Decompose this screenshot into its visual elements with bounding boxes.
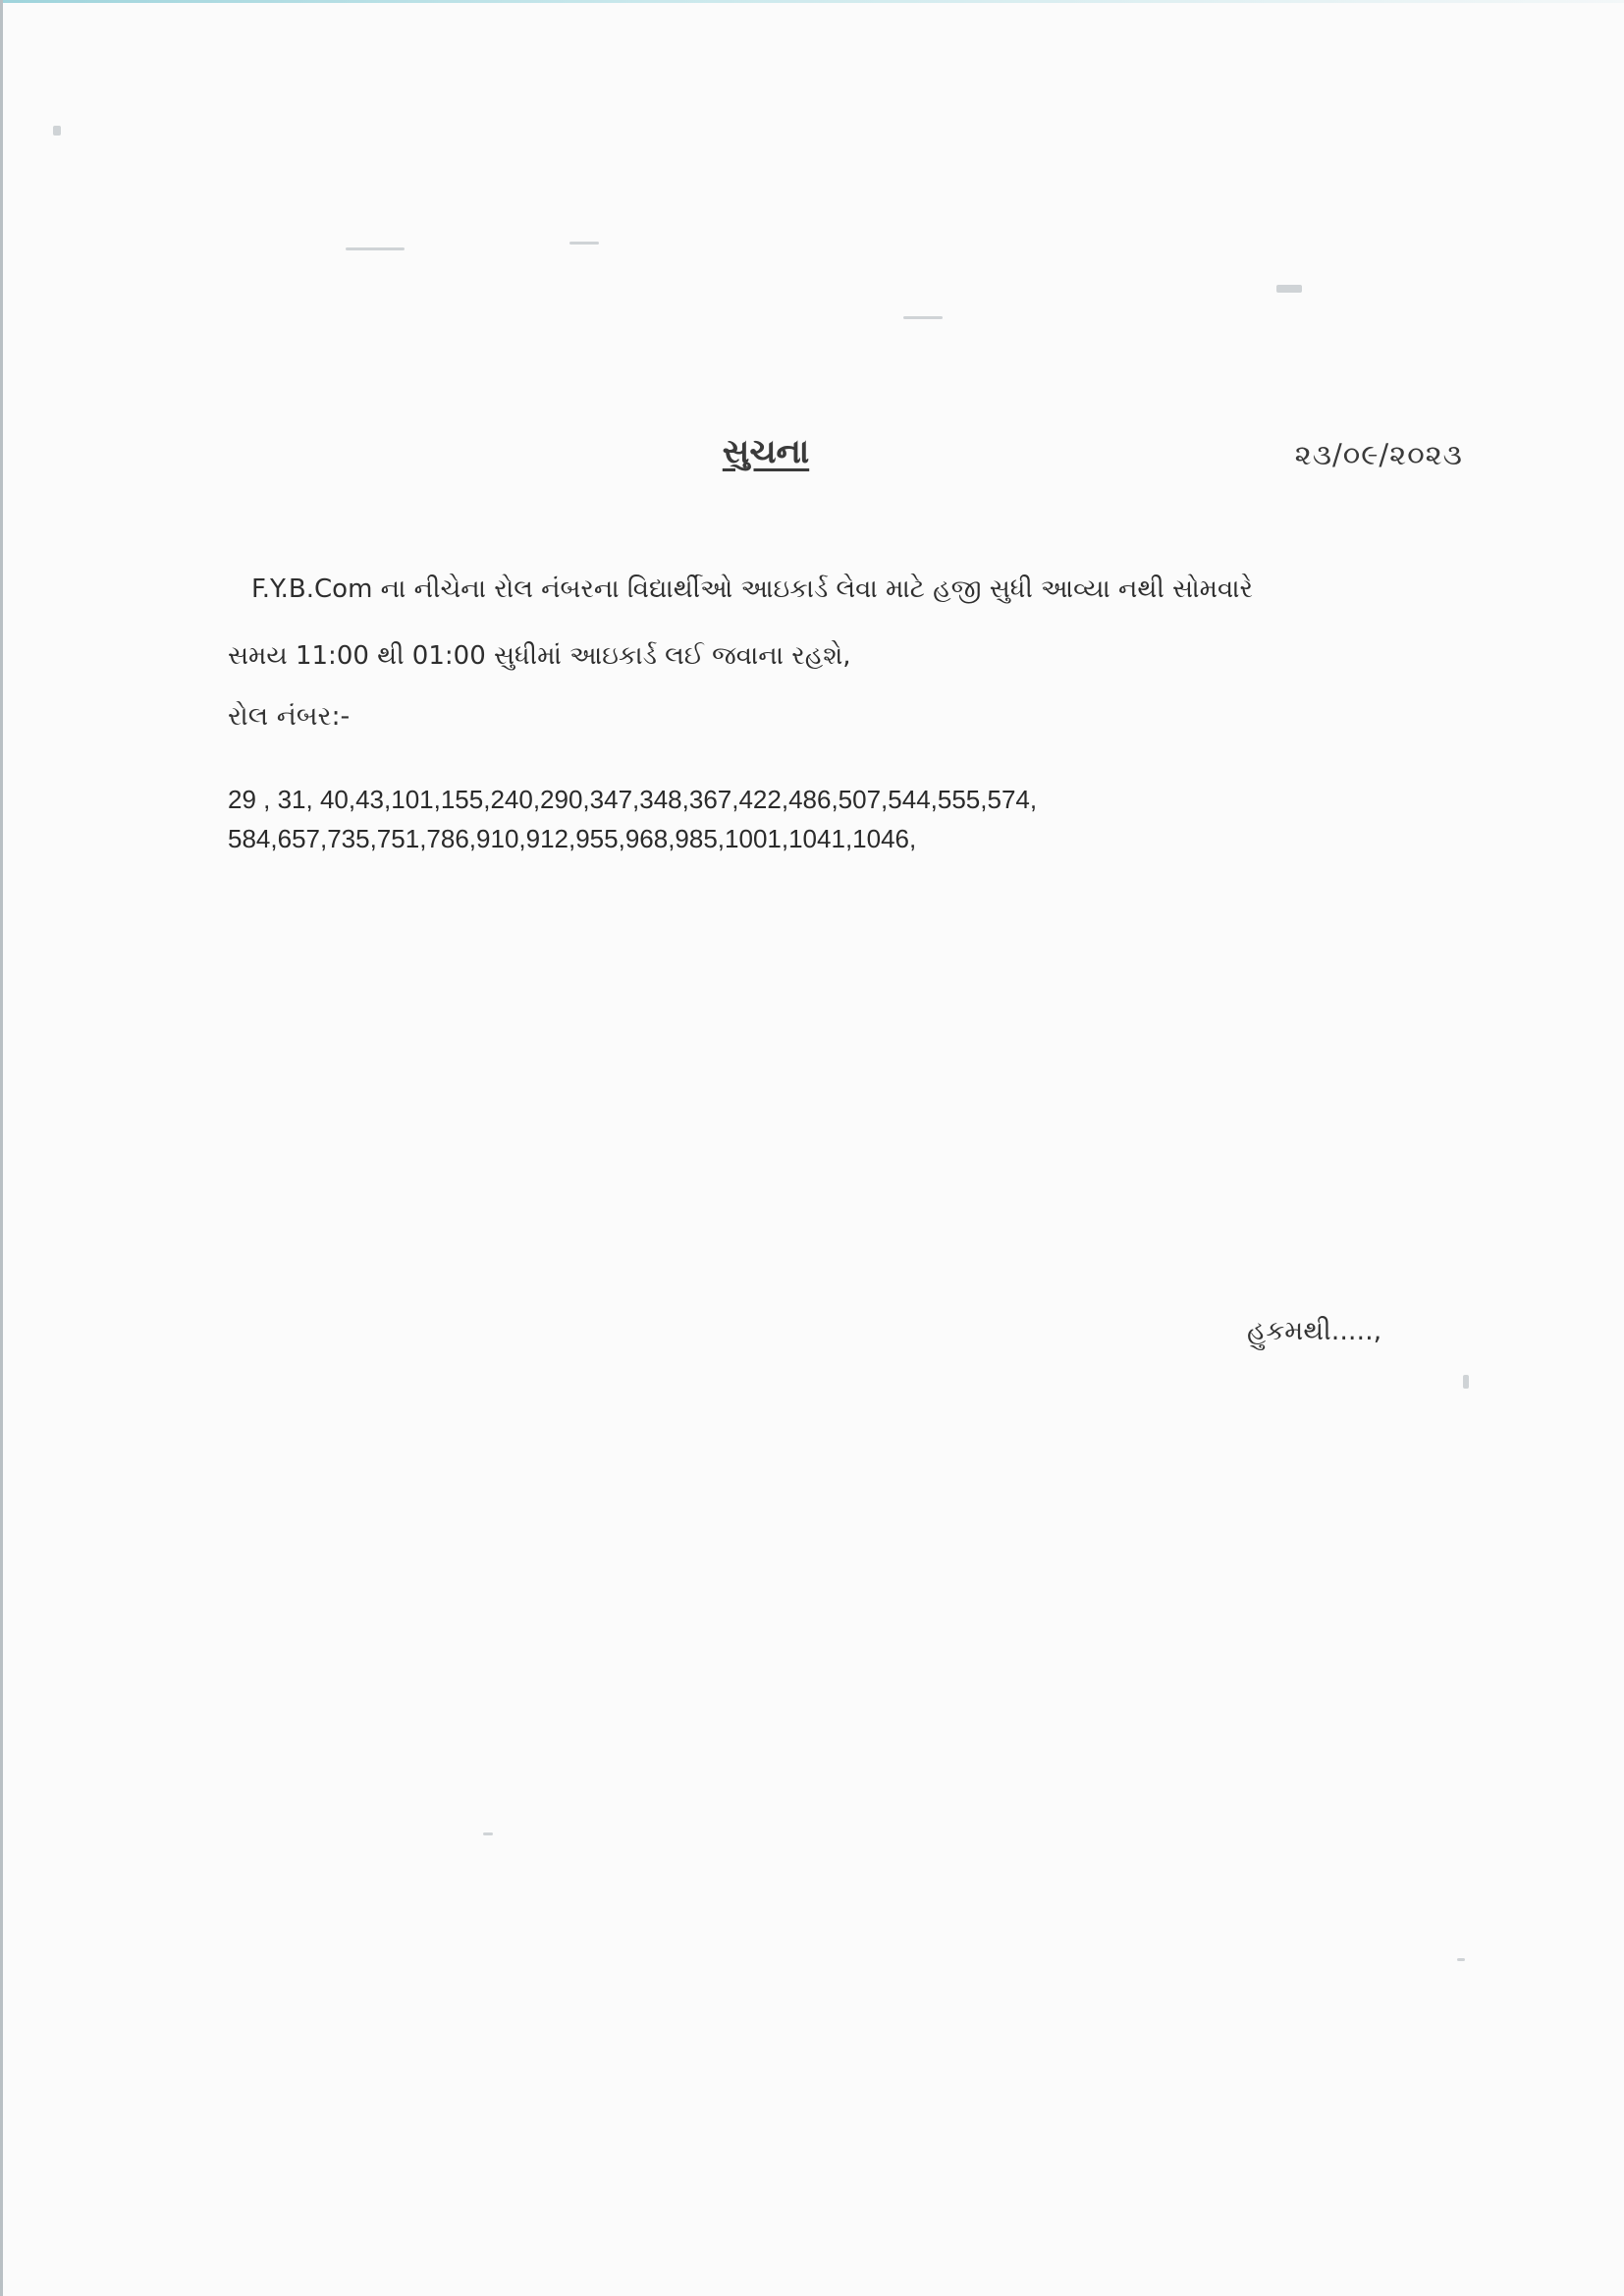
scan-speck [53,126,61,136]
scan-speck [1276,285,1302,293]
notice-body-line: સમય 11:00 થી 01:00 સુધીમાં આઇકાર્ડ લઈ જવાના રહશે, [228,641,851,671]
notice-date: ૨૩/૦૯/૨૦૨૩ [1294,438,1463,471]
scan-speck [903,316,943,319]
scan-top-edge [0,0,1624,3]
roll-number-list [228,780,1406,858]
scan-speck [346,247,405,250]
scan-speck [569,242,599,245]
notice-body [228,556,1475,689]
scan-speck [1463,1375,1469,1389]
signature-by-order: હુકમથી....., [1247,1316,1382,1346]
scan-left-edge [0,0,3,2296]
roll-number-line: 584,657,735,751,786,910,912,955,968,985,1001,1041,1046, [228,824,917,853]
roll-number-heading: રોલ નંબર:- [228,701,351,732]
notice-title: સુચના [722,432,810,471]
notice-body-line: F.Y.B.Com ના નીચેના રોલ નંબરના વિદ્યાર્થીઓ આઇકાર્ડ લેવા માટે હજી સુધી આવ્યા નથી સોમવારે [251,574,1253,604]
scan-speck [483,1832,493,1835]
scan-speck [1457,1958,1465,1961]
roll-number-line: 29 , 31, 40,43,101,155,240,290,347,348,367,422,486,507,544,555,574, [228,785,1038,814]
